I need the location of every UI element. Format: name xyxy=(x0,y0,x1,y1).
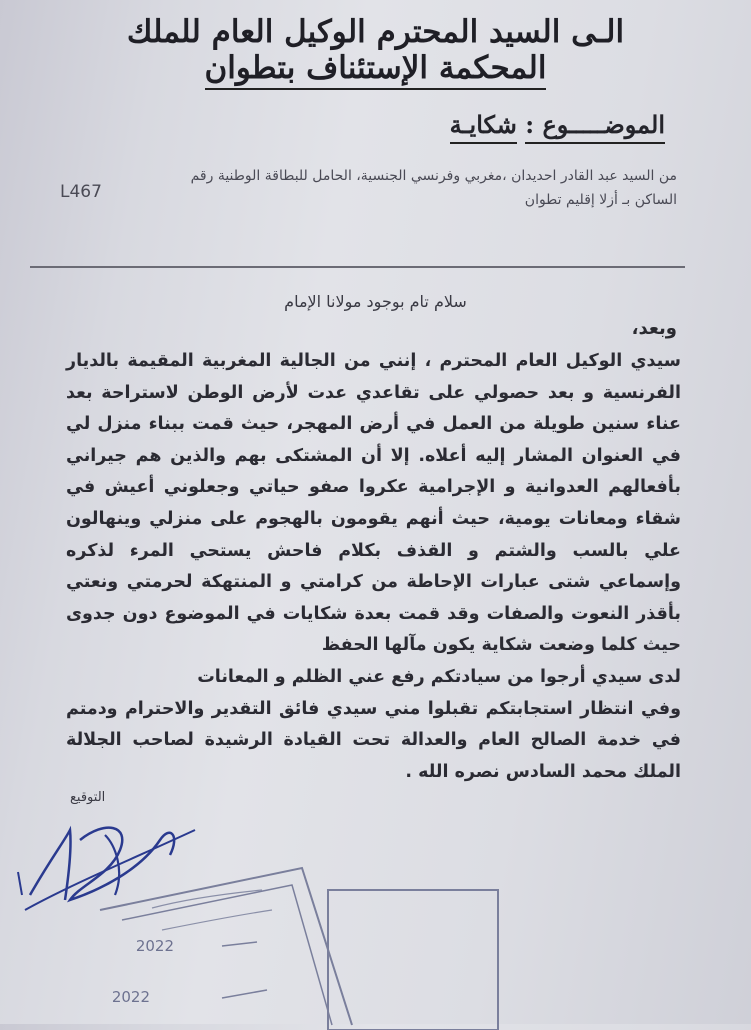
court-line xyxy=(60,50,691,86)
stamp-date-1: 2022 xyxy=(135,937,174,955)
greeting: سلام تام بوجود مولانا الإمام xyxy=(284,292,467,311)
opening: وبعد، xyxy=(631,318,677,339)
sender-line-2: الساكن بـ أزلا إقليم تطوان xyxy=(524,192,677,208)
signature-label: التوقيع xyxy=(70,790,106,805)
body-paragraph-2: لدى سيدي أرجوا من سيادتكم رفع عني الظلم و المعانات xyxy=(197,666,681,687)
subject-line xyxy=(450,110,665,139)
addressee-line: الـى السيد المحترم الوكيل العام للملك xyxy=(126,14,625,50)
letter-body xyxy=(66,346,681,788)
court-stamp xyxy=(92,850,506,1030)
body-paragraph-1: سيدي الوكيل العام المحترم ، إنني من الجالية المغربية المقيمة بالديار الفرنسية و بعد حصولي على تقاعدي عدت لأرض الوطن لاستراحة بعد عناء سنين طويلة من العمل في أرض المهجر، حيث قمت ببناء منزل لي في العنوان المشار إليه أعلاه. إلا أن المشتكى بهم والذين هم جيراني بأفعالهم العدوانية و الإجرامية عكروا صفو حياتي وجعلوني أعيش في شقاء ومعانات يومية، حيث أنهم يقومون بالهجوم على منزلي وينهالون علي بالسب والشتم و القذف بكلام فاحش يستحي المرء لذكره وإسماعي شتى عبارات الإحاطة من كرامتي و المنتهكة لحرمتي ونعتي بأقذر النعوت والصفات وقد قمت بعدة شكايات في الموضوع دون جدوى حيث كلما وضعت شكاية يكون مآلها الحفظ xyxy=(66,351,681,656)
subject-value: شكايـة xyxy=(450,110,517,144)
subject-label: الموضـــــوع : xyxy=(525,110,665,144)
id-number: L467 xyxy=(60,182,102,202)
court-name: المحكمة الإستئناف بتطوان xyxy=(205,50,547,90)
divider xyxy=(30,266,685,268)
sender-block xyxy=(120,168,677,208)
stamp-date-2: 2022 xyxy=(111,988,150,1006)
sender-line-1: من السيد عبد القادر احديدان ،مغربي وفرنسي الجنسية، الحامل للبطاقة الوطنية رقم xyxy=(190,168,677,184)
body-paragraph-3: وفي انتظار استجابتكم تقبلوا مني سيدي فائق التقدير والاحترام ودمتم في خدمة الصالح العام والعدالة تحت القيادة الرشيدة لصاحب الجلالة الملك محمد السادس نصره الله . xyxy=(66,698,681,782)
